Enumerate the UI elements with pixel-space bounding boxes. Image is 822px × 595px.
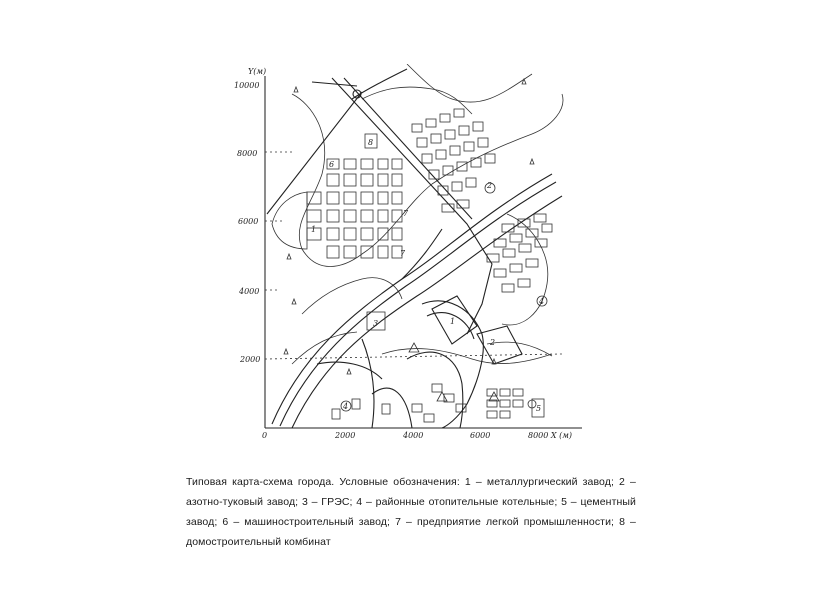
residential-blocks-south bbox=[332, 384, 523, 422]
x-tick-label: 0 bbox=[262, 431, 268, 440]
highways bbox=[267, 69, 562, 428]
y-axis-title: Y(м) bbox=[248, 67, 267, 76]
zone-number: 4 bbox=[343, 402, 349, 411]
residential-blocks-north bbox=[307, 134, 402, 258]
zone-numbers bbox=[311, 138, 544, 413]
y-tick-marks bbox=[265, 152, 562, 359]
map-symbols bbox=[284, 79, 547, 411]
y-tick-label: 8000 bbox=[237, 149, 258, 158]
zone-number: 4 bbox=[539, 297, 545, 306]
zone-number: 8 bbox=[368, 138, 374, 147]
boiler-triangle-icon bbox=[409, 343, 419, 352]
zone-number: 7 bbox=[403, 209, 409, 218]
axes bbox=[234, 67, 582, 440]
residential-blocks-northeast bbox=[412, 109, 495, 212]
zone-number: 1 bbox=[450, 317, 456, 326]
zone-number: 7 bbox=[400, 249, 406, 258]
x-tick-label: 6000 bbox=[470, 431, 491, 440]
zone-number: 1 bbox=[311, 225, 317, 234]
map-caption: Типовая карта-схема города. Условные обозначения: 1 – металлургический завод; 2 – азотно-туковый завод; 3 – ГРЭС; 4 – районные отопительные котельные; 5 – цементный завод; 6 – машиностроительный завод; 7 – предприятие легкой промышленности; 8 – домостроительный комбинат bbox=[186, 476, 636, 548]
terrain-contours bbox=[265, 64, 563, 428]
residential-blocks-east bbox=[487, 214, 552, 292]
y-tick-label: 6000 bbox=[238, 217, 259, 226]
x-tick-label: 2000 bbox=[335, 431, 356, 440]
tree-markers-icon bbox=[284, 79, 534, 374]
zone-number: 6 bbox=[329, 160, 335, 169]
zone-number: 3 bbox=[373, 319, 379, 328]
y-tick-label: 4000 bbox=[239, 287, 260, 296]
y-tick-label: 2000 bbox=[240, 355, 261, 364]
x-tick-label: 8000 X (м) bbox=[528, 431, 573, 440]
x-tick-label: 4000 bbox=[403, 431, 424, 440]
zone-number: 2 bbox=[490, 338, 496, 347]
city-map bbox=[232, 64, 590, 442]
y-tick-label: 10000 bbox=[234, 81, 260, 90]
boiler-triangle-icon bbox=[437, 392, 447, 401]
zone-number: 5 bbox=[536, 404, 542, 413]
zone-number: 2 bbox=[487, 181, 493, 190]
